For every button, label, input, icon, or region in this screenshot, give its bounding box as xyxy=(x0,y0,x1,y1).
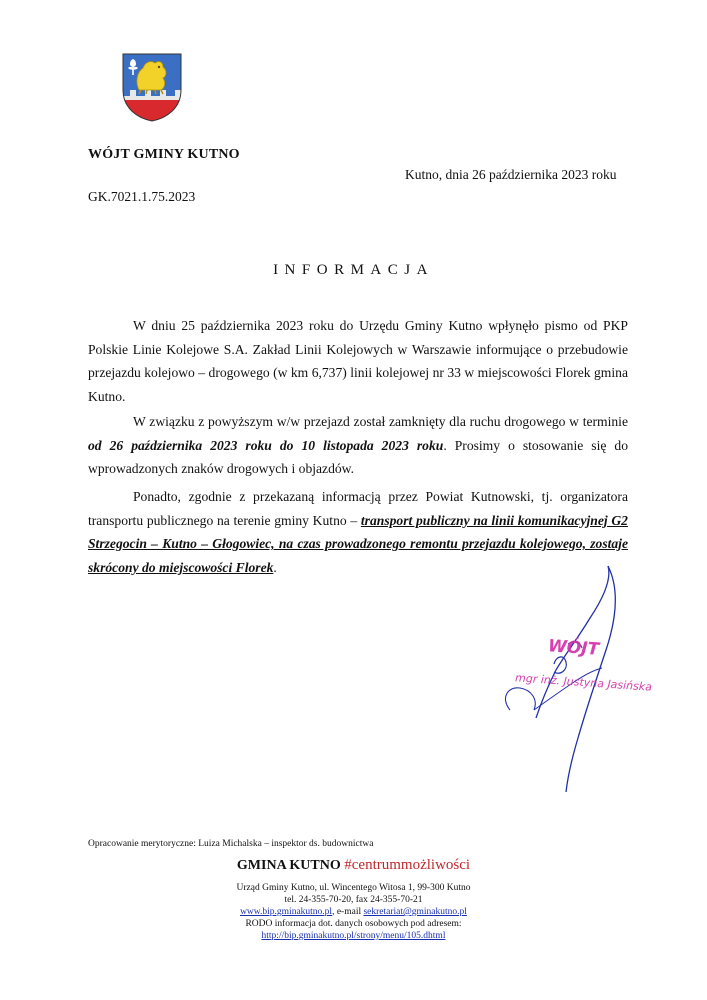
paragraph-3-tail: . xyxy=(273,559,277,575)
coat-of-arms-emblem xyxy=(121,52,183,122)
date-line: Kutno, dnia 26 października 2023 roku xyxy=(405,167,617,182)
email-label: , e-mail xyxy=(332,907,364,917)
email-link[interactable]: sekretariat@gminakutno.pl xyxy=(363,907,467,917)
contact-line xyxy=(0,907,707,919)
paragraph-1 xyxy=(88,314,628,408)
office-address: Urząd Gminy Kutno, ul. Wincentego Witosa 1, 99-300 Kutno xyxy=(236,883,471,893)
brand-hashtag: #centrummożliwości xyxy=(344,857,471,873)
document-title: INFORMACJA xyxy=(273,262,434,278)
closure-period: od 26 października 2023 roku do 10 listopada 2023 roku xyxy=(88,437,444,453)
paragraph-2-tail: . Prosimy o stosowanie się do wprowadzonych znaków drogowych i objazdów. xyxy=(88,437,628,476)
rodo-line xyxy=(0,931,707,943)
paragraph-3-text: Ponadto, zgodnie z przekazaną informacją przez Powiat Kutnowski, tj. organizatora transportu publicznego na terenie gminy Kutno – xyxy=(88,489,628,528)
website-link[interactable]: www.bip.gminakutno.pl xyxy=(240,907,333,917)
paragraph-1-text: W dniu 25 października 2023 roku do Urzędu Gminy Kutno wpłynęło pismo od PKP Polskie Linie Kolejowe S.A. Zakład Linii Kolejowych w Warszawie informujące o przebudowie przejazdu kolejowo – drogowego (w km 6,737) linii kolejowej nr 33 w miejscowości Florek gmina Kutno. xyxy=(88,318,628,404)
paragraph-2-text: W związku z powyższym w/w przejazd został zamknięty dla ruchu drogowego w terminie xyxy=(133,414,628,429)
transport-notice: transport publiczny na linii komunikacyjnej G2 Strzegocin – Kutno – Głogowiec, na czas prowadzonego remontu przejazdu kolejowego, zostaje skrócony do miejscowości Florek xyxy=(88,512,628,575)
phone-fax: tel. 24-355-70-20, fax 24-355-70-21 xyxy=(284,895,423,905)
issuing-authority: WÓJT GMINY KUTNO xyxy=(88,147,240,162)
rodo-link[interactable]: http://bip.gminakutno.pl/strony/menu/105.dhtml xyxy=(261,931,446,941)
paragraph-2 xyxy=(88,410,628,481)
stamp-name: mgr inż. Justyna Jasińska xyxy=(514,671,653,694)
reference-number: GK.7021.1.75.2023 xyxy=(88,189,196,204)
prepared-by-note: Opracowanie merytoryczne: Luiza Michalska – inspektor ds. budownictwa xyxy=(88,839,374,849)
stamp-title: WÓJT xyxy=(547,636,600,660)
footer-brand xyxy=(0,857,707,874)
rodo-info: RODO informacja dot. danych osobowych pod adresem: xyxy=(245,919,462,929)
brand-name: GMINA KUTNO xyxy=(236,858,341,873)
